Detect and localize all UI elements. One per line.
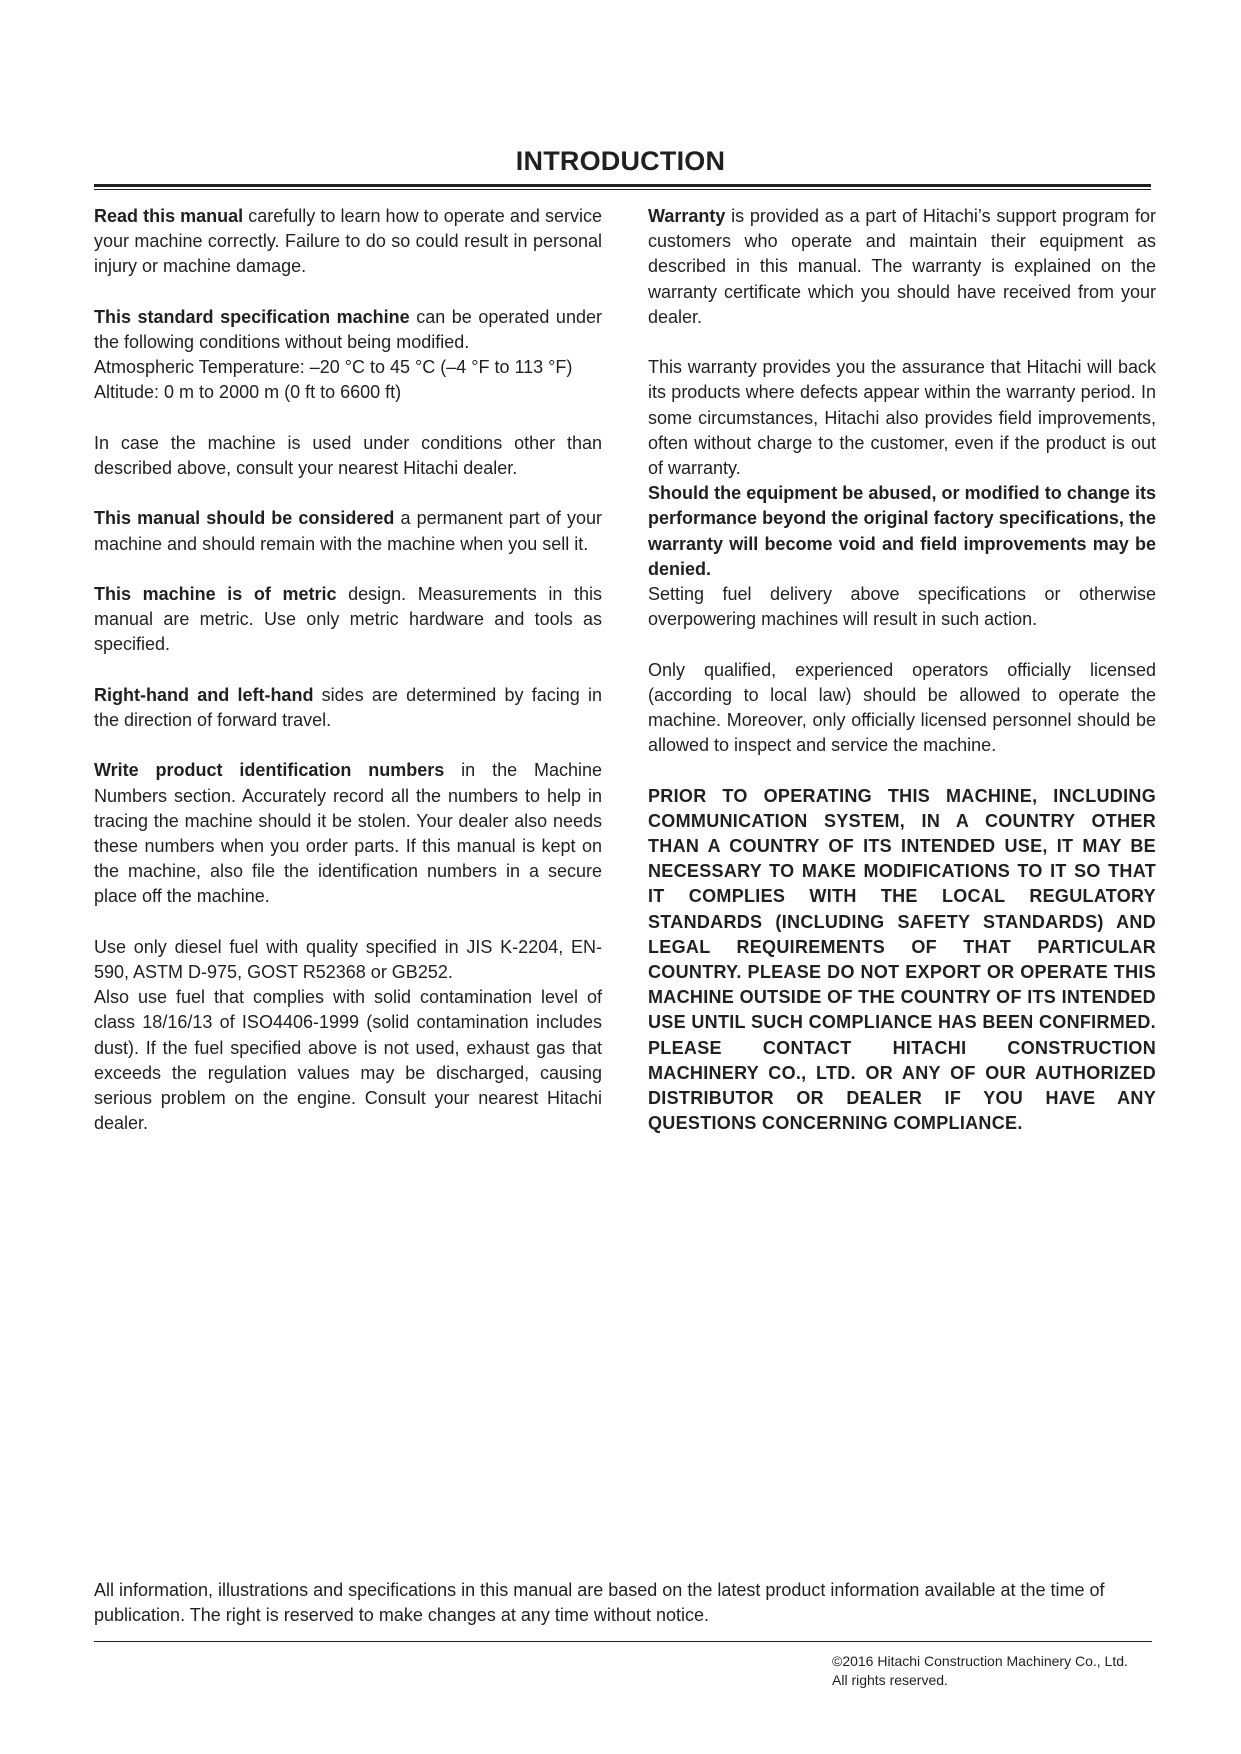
paragraph-text: carefully to learn how to operate and service your machine correctly. Failure to do so could result in personal injury or machine damage. [94,206,602,277]
fuel-delivery-paragraph: Setting fuel delivery above specifications or otherwise overpowering machines will result in such action. [648,584,1156,630]
paragraph-lead: This machine is of metric [94,583,337,604]
copyright-line: ©2016 Hitachi Construction Machinery Co., Ltd. [832,1653,1128,1669]
rights-reserved-line: All rights reserved. [832,1672,948,1688]
paragraph-lead: This manual should be considered [94,508,395,529]
other-conditions-paragraph: In case the machine is used under conditions other than described above, consult your nearest Hitachi dealer. [94,432,602,478]
export-compliance-notice: PRIOR TO OPERATING THIS MACHINE, INCLUDING COMMUNICATION SYSTEM, IN A COUNTRY OTHER THAN A COUNTRY OF ITS INTENDED USE, IT MAY BE NECESSARY TO MAKE MODIFICATIONS TO IT SO THAT IT COMPLIES WITH THE LOCAL REGULATORY STANDARDS (INCLUDING SAFETY STANDARDS) AND LEGAL REQUIREMENTS OF THAT PARTICULAR COUNTRY. PLEASE DO NOT EXPORT OR OPERATE THIS MACHINE OUTSIDE OF THE COUNTRY OF ITS INTENDED USE UNTIL SUCH COMPLIANCE HAS BEEN CONFIRMED. PLEASE CONTACT HITACHI CONSTRUCTION MACHINERY CO., LTD. OR ANY OF OUR AUTHORIZED DISTRIBUTOR OR DEALER IF YOU HAVE ANY QUESTIONS CONCERNING COMPLIANCE. [648,785,1156,1134]
paragraph-text: can be operated under the following conditions without being modified. [94,306,602,352]
paragraph-lead: This standard specification machine [94,306,410,327]
left-column [94,204,602,1162]
permanent-part-paragraph [94,506,602,556]
qualified-operators-paragraph: Only qualified, experienced operators officially licensed (according to local law) should be allowed to operate the machine. Moreover, only officially licensed personnel should be allowed to inspect and service the machine. [648,659,1156,756]
paragraph-text: sides are determined by facing in the direction of forward travel. [94,684,602,730]
standard-spec-paragraph [94,305,602,406]
paragraph-lead: Write product identification numbers [94,760,445,781]
paragraph-text: is provided as a part of Hitachi’s support program for customers who operate and maintain their equipment as described in this manual. The warranty is explained on the warranty certificate which you should have received from your dealer. [648,206,1156,327]
footer-disclaimer: All information, illustrations and specifications in this manual are based on the latest product information available at the time of publication. The right is reserved to make changes at any time without notice. [94,1580,1105,1626]
warranty-void-warning [648,481,1156,582]
diesel-fuel-paragraph: Use only diesel fuel with quality specified in JIS K-2204, EN-590, ASTM D-975, GOST R52368 or GB252. [94,936,602,982]
copyright-block [832,1652,1152,1690]
paragraph-lead: Warranty [648,206,726,226]
read-manual-paragraph [94,204,602,280]
paragraph-text: in the Machine Numbers section. Accurately record all the numbers to help in tracing the machine should it be stolen. Your dealer also needs these numbers when you order parts. If this manual is kept on the machine, also file the identification numbers in a secure place off the machine. [94,760,603,907]
page-title: INTRODUCTION [515,146,726,176]
warranty-paragraph [648,204,1156,330]
fuel-contamination-paragraph: Also use fuel that complies with solid contamination level of class 18/16/13 of ISO4406-1999 (solid contamination includes dust). If the fuel specified above is not used, exhaust gas that exceeds the regulation values may be discharged, causing serious problem on the engine. Consult your nearest Hitachi dealer. [94,987,602,1134]
sides-paragraph [94,683,602,733]
identification-numbers-paragraph [94,758,602,909]
paragraph-text: a permanent part of your machine and should remain with the machine when you sell it. [94,508,602,554]
warranty-assurance-paragraph: This warranty provides you the assurance that Hitachi will back its products where defects appear within the warranty period. In some circumstances, Hitachi also provides field improvements, often without charge to the customer, even if the product is out of warranty. [648,357,1156,479]
title-rule [94,184,1151,190]
right-column [648,204,1156,1162]
temperature-condition: Atmospheric Temperature: –20 °C to 45 °C (–4 °F to 113 °F) [94,357,573,378]
paragraph-bold-text: Should the equipment be abused, or modified to change its performance beyond the original factory specifications, the warranty will become void and field improvements may be denied. [648,483,1156,579]
altitude-condition: Altitude: 0 m to 2000 m (0 ft to 6600 ft) [94,382,402,403]
metric-design-paragraph [94,582,602,658]
footer-rule [94,1641,1152,1642]
paragraph-lead: Read this manual [94,206,244,226]
paragraph-lead: Right-hand and left-hand [94,684,314,705]
paragraph-text: design. Measurements in this manual are metric. Use only metric hardware and tools as specified. [94,583,602,655]
